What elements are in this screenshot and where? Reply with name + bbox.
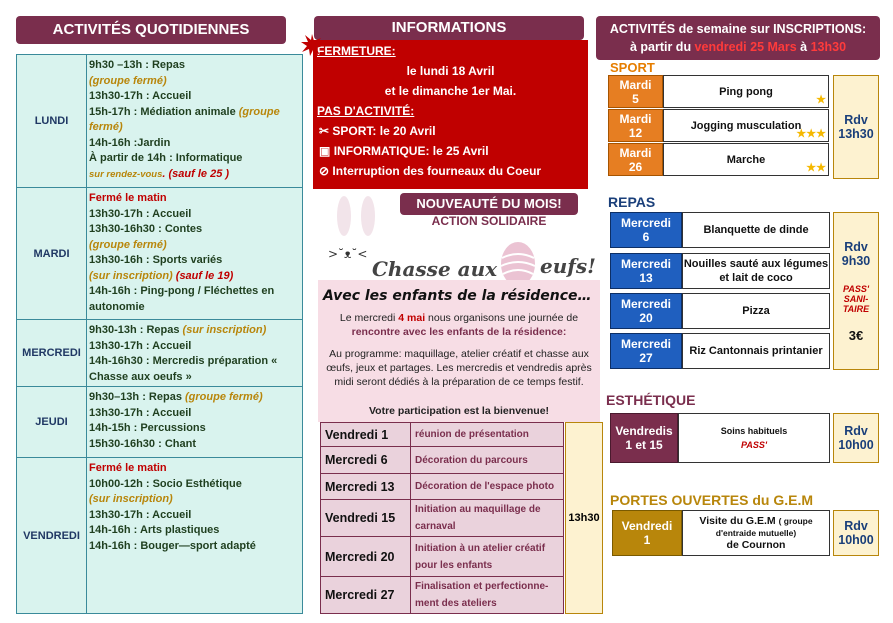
- repas-dish: Riz Cantonnais printanier: [682, 333, 830, 369]
- no-food-icon: ⊘: [319, 164, 330, 178]
- schedule-row: Mercredi 27 Finalisation et perfectionne-ment des ateliers: [321, 577, 563, 613]
- sport-date: Mardi 5: [608, 75, 663, 108]
- repas-dish: Pizza: [682, 293, 830, 329]
- sport-date: Mardi 12: [608, 109, 663, 142]
- esthetique-rdv-box: Rdv 10h00: [833, 413, 879, 463]
- day-activities: [87, 458, 302, 613]
- repas-row: [610, 253, 830, 289]
- day-activities: [87, 320, 302, 386]
- schedule-row: Vendredi 15 Initiation au maquillage de carnaval: [321, 500, 563, 537]
- day-activities: [87, 188, 302, 319]
- day-row-vendredi: [17, 458, 302, 613]
- repas-date: Mercredi 27: [610, 333, 682, 369]
- gem-row: [612, 510, 830, 556]
- day-activities: [87, 55, 302, 187]
- repas-dish: Nouilles sauté aux légumes et lait de coco: [682, 253, 830, 289]
- sport-title: SPORT: [610, 60, 655, 75]
- esthetique-date: Vendredis 1 et 15: [610, 413, 678, 463]
- difficulty-stars: ★★★: [796, 128, 826, 140]
- svg-text:>˘ᴥ˘<: >˘ᴥ˘<: [328, 247, 368, 261]
- daily-activities-table: [16, 54, 303, 614]
- no-food-line: ⊘ Interruption des fourneaux du Coeur: [319, 164, 542, 178]
- day-label: MERCREDI: [17, 320, 87, 386]
- chasse-title: Chasse aux: [372, 257, 498, 281]
- activity-note: (groupe fermé): [89, 74, 167, 87]
- repas-row: [610, 333, 830, 369]
- activity-note: sur rendez-vous. (sauf le 25 ): [89, 167, 230, 180]
- activity-note: (groupe fermé): [89, 238, 167, 251]
- repas-date: Mercredi 20: [610, 293, 682, 329]
- repas-date: Mercredi 13: [610, 253, 682, 289]
- activity-line: 13h30-17h : Accueil: [89, 508, 192, 521]
- activity-line: 13h30-17h : Accueil: [89, 207, 192, 220]
- event-program: Au programme: maquillage, atelier créatif et chasse aux œufs, jeux et partages. Les mercredis et vendredis après midi seront dédiés à la préparation de ce temps festif.: [326, 348, 592, 388]
- sport-row: [608, 143, 829, 176]
- starburst-icon: [301, 34, 323, 56]
- header-line: à partir du vendredi 25 Mars à 13h30: [629, 40, 847, 54]
- repas-title: REPAS: [608, 194, 656, 210]
- gem-activity: Visite du G.E.M ( groupe d'entraide mutuelle) de Cournon: [682, 510, 830, 556]
- esthetique-title: ESTHÉTIQUE: [606, 392, 696, 408]
- repas-row: [610, 212, 830, 248]
- event-intro: Le mercredi 4 mai nous organisons une journée de rencontre avec les enfants de la résidence:: [339, 312, 579, 338]
- activity-line: 13h30-17h : Accueil: [89, 406, 192, 419]
- activity-line: 14h-16h :Jardin: [89, 136, 171, 149]
- sport-date: Mardi 26: [608, 143, 663, 176]
- activity-line: 13h30-17h : Accueil: [89, 339, 192, 352]
- activity-line: 9h30-13h : Repas (sur inscription): [89, 324, 267, 336]
- activity-line: À partir de 14h : Informatique: [89, 152, 243, 164]
- header-line: ACTIVITÉS de semaine sur INSCRIPTIONS:: [609, 22, 867, 36]
- no-info-line: ▣ INFORMATIQUE: le 25 Avril: [319, 144, 489, 158]
- activity-line: 15h-17h : Médiation animale (groupe fermé): [89, 105, 280, 133]
- difficulty-stars: ★: [816, 94, 826, 106]
- activity-line: 14h-16h : Ping-pong / Fléchettes en autonomie: [89, 285, 275, 313]
- activity-line: 9h30 –13h : Repas: [89, 59, 185, 71]
- computer-icon: ▣: [319, 144, 331, 158]
- activity-line: 14h-16h : Arts plastiques: [89, 524, 220, 536]
- closure-box: [313, 40, 588, 189]
- activity-line: 15h30-16h30 : Chant: [89, 437, 196, 450]
- activity-line: 14h-15h : Percussions: [89, 422, 206, 434]
- activity-note: (sur inscription): [89, 493, 173, 505]
- closure-title: FERMETURE:: [317, 44, 396, 58]
- closure-line: le lundi 18 Avril: [406, 64, 495, 78]
- day-activities: [87, 387, 302, 457]
- daily-activities-header: ACTIVITÉS QUOTIDIENNES: [16, 16, 286, 44]
- sport-activity: Jogging musculation ★★★: [663, 109, 829, 142]
- day-row-mardi: [17, 188, 302, 320]
- schedule-row: Mercredi 13 Décoration de l'espace photo: [321, 474, 563, 500]
- gem-open-house-title: PORTES OUVERTES du G.E.M: [610, 492, 814, 508]
- day-label: LUNDI: [17, 55, 87, 187]
- repas-rdv-box: Rdv 9h30 PASS' SANI- TAIRE 3€: [833, 212, 879, 370]
- sport-activity: Marche ★★: [663, 143, 829, 176]
- activity-line: 10h00-12h : Socio Esthétique: [89, 477, 242, 490]
- schedule-row: Mercredi 20 Initiation à un atelier créatif pour les enfants: [321, 537, 563, 577]
- news-subtitle: ACTION SOLIDAIRE: [431, 214, 547, 228]
- day-row-lundi: [17, 55, 302, 188]
- day-label: JEUDI: [17, 387, 87, 457]
- activity-note: Fermé le matin: [89, 462, 167, 474]
- repas-dish: Blanquette de dinde: [682, 212, 830, 248]
- esthetique-row: [610, 413, 830, 463]
- chasse-title-end: eufs!: [540, 254, 596, 278]
- repas-date: Mercredi 6: [610, 212, 682, 248]
- activity-line: 13h30-16h : Sports variés: [89, 254, 223, 266]
- no-activity-title: PAS D'ACTIVITÉ:: [317, 104, 415, 118]
- closure-line: et le dimanche 1er Mai.: [384, 84, 517, 98]
- day-row-mercredi: [17, 320, 302, 387]
- schedule-row: Mercredi 6 Décoration du parcours: [321, 447, 563, 474]
- repas-row: [610, 293, 830, 329]
- news-header: NOUVEAUTÉ DU MOIS!: [400, 193, 578, 215]
- schedule-row: Vendredi 1 réunion de présentation: [321, 423, 563, 447]
- activity-line: 13h30-17h : Accueil: [89, 90, 192, 102]
- activity-note: Fermé le matin: [89, 192, 167, 204]
- gem-rdv-box: Rdv 10h00: [833, 510, 879, 556]
- gem-date: Vendredi 1: [612, 510, 682, 556]
- day-label: VENDREDI: [17, 458, 87, 613]
- event-title: Avec les enfants de la résidence…: [323, 288, 592, 304]
- sport-icon: ✂: [319, 124, 330, 138]
- activity-line: 9h30–13h : Repas (groupe fermé): [89, 391, 263, 403]
- preparation-schedule: [320, 422, 564, 614]
- sport-rdv-box: Rdv 13h30: [833, 75, 879, 179]
- esthetique-activity: Soins habituels PASS': [678, 413, 830, 463]
- day-label: MARDI: [17, 188, 87, 319]
- activity-line: 14h-16h30 : Mercredis préparation « Chasse aux oeufs »: [89, 355, 278, 383]
- activity-note: (sur inscription) (sauf le 19): [89, 269, 234, 282]
- sport-row: [608, 109, 829, 142]
- weekly-registration-header: [596, 16, 880, 60]
- sport-row: [608, 75, 829, 108]
- informations-header: INFORMATIONS: [314, 16, 584, 40]
- difficulty-stars: ★★: [806, 162, 826, 174]
- day-row-jeudi: [17, 387, 302, 458]
- sport-activity: Ping pong ★: [663, 75, 829, 108]
- activity-line: 14h-16h : Bouger—sport adapté: [89, 539, 256, 552]
- event-invite: Votre participation est la bienvenue!: [368, 405, 550, 417]
- schedule-time: 13h30: [565, 422, 603, 614]
- no-sport-line: ✂ SPORT: le 20 Avril: [319, 124, 436, 138]
- activity-line: 13h30-16h30 : Contes: [89, 223, 203, 235]
